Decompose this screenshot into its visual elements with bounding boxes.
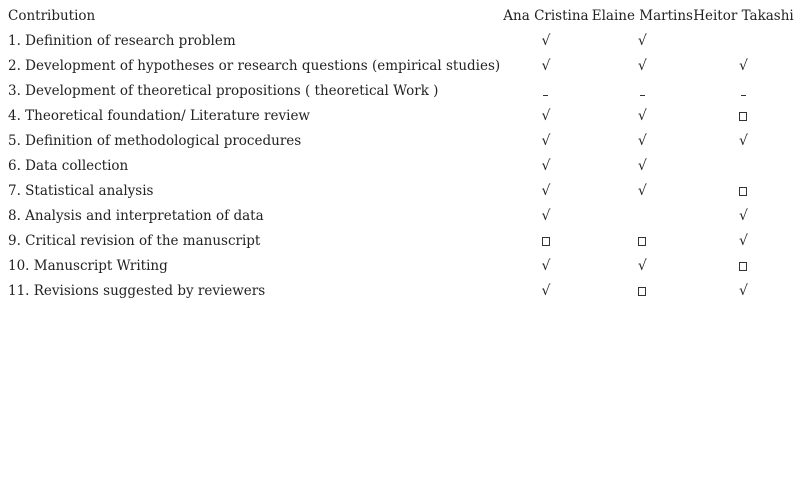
contribution-label: 5. Definition of methodological procedures: [8, 133, 302, 149]
contribution-label: 11. Revisions suggested by reviewers: [8, 283, 266, 299]
check-mark-icon: √: [739, 233, 748, 249]
check-mark-icon: √: [637, 158, 647, 174]
empty-box-icon: [638, 237, 646, 246]
check-mark-icon: √: [541, 58, 551, 74]
check-mark-icon: √: [541, 258, 551, 274]
table-row: [8, 154, 794, 179]
author-mark-cell: [693, 79, 794, 104]
empty-box-icon: [739, 187, 747, 196]
author-mark-cell: [693, 254, 794, 279]
author-mark-cell: [592, 29, 693, 54]
check-mark-icon: √: [637, 108, 647, 124]
author-mark-cell: [592, 104, 693, 129]
check-mark-icon: √: [637, 33, 647, 49]
author-mark-cell: [500, 254, 592, 279]
table-row: [8, 129, 794, 154]
author-mark-cell: [592, 79, 693, 104]
check-mark-icon: √: [637, 133, 647, 149]
check-mark-icon: √: [541, 133, 551, 149]
check-mark-icon: √: [637, 58, 647, 74]
dash-mark-icon: [741, 95, 746, 96]
contribution-label: 4. Theoretical foundation/ Literature review: [8, 108, 310, 124]
author-header-heitor-takashi: Heitor Takashi: [693, 8, 794, 24]
contribution-label: 9. Critical revision of the manuscript: [8, 233, 261, 249]
check-mark-icon: √: [541, 208, 551, 224]
contribution-label: 2. Development of hypotheses or research questions (empirical studies): [8, 58, 501, 74]
table-row: [8, 229, 794, 254]
author-header-ana-cristina: Ana Cristina: [503, 8, 589, 24]
contribution-label: 3. Development of theoretical propositions ( theoretical Work ): [8, 83, 439, 99]
table-row: [8, 204, 794, 229]
author-mark-cell: [500, 54, 592, 79]
author-mark-cell: [693, 54, 794, 79]
header-row: [8, 4, 794, 29]
author-mark-cell: [500, 79, 592, 104]
author-mark-cell: [693, 29, 794, 54]
table-row: [8, 179, 794, 204]
check-mark-icon: √: [739, 133, 748, 149]
author-mark-cell: [500, 29, 592, 54]
contribution-header: Contribution: [8, 8, 96, 24]
author-mark-cell: [500, 204, 592, 229]
empty-box-icon: [542, 237, 550, 246]
contribution-label: 1. Definition of research problem: [8, 33, 236, 49]
contribution-table: [8, 4, 794, 304]
author-mark-cell: [693, 179, 794, 204]
author-mark-cell: [500, 129, 592, 154]
contribution-label: 7. Statistical analysis: [8, 183, 154, 199]
author-mark-cell: [592, 179, 693, 204]
check-mark-icon: √: [541, 283, 551, 299]
dash-mark-icon: [640, 95, 645, 96]
author-mark-cell: [500, 179, 592, 204]
author-mark-cell: [693, 229, 794, 254]
author-mark-cell: [592, 129, 693, 154]
author-mark-cell: [500, 229, 592, 254]
table-row: [8, 29, 794, 54]
check-mark-icon: √: [541, 183, 551, 199]
author-mark-cell: [592, 254, 693, 279]
author-mark-cell: [500, 154, 592, 179]
check-mark-icon: √: [541, 108, 551, 124]
empty-box-icon: [638, 287, 646, 296]
author-mark-cell: [592, 154, 693, 179]
contribution-label: 6. Data collection: [8, 158, 129, 174]
author-mark-cell: [592, 279, 693, 304]
author-mark-cell: [500, 104, 592, 129]
table-row: [8, 254, 794, 279]
contribution-rows: [8, 29, 794, 304]
check-mark-icon: √: [739, 58, 748, 74]
author-mark-cell: [693, 279, 794, 304]
table-row: [8, 279, 794, 304]
author-mark-cell: [693, 204, 794, 229]
contribution-label: 8. Analysis and interpretation of data: [8, 208, 264, 224]
author-mark-cell: [592, 204, 693, 229]
check-mark-icon: √: [739, 208, 748, 224]
check-mark-icon: √: [541, 158, 551, 174]
check-mark-icon: √: [637, 183, 647, 199]
author-mark-cell: [693, 104, 794, 129]
check-mark-icon: √: [637, 258, 647, 274]
check-mark-icon: √: [739, 283, 748, 299]
table-row: [8, 79, 794, 104]
table-row: [8, 54, 794, 79]
check-mark-icon: √: [541, 33, 551, 49]
author-mark-cell: [592, 54, 693, 79]
table-row: [8, 104, 794, 129]
dash-mark-icon: [543, 95, 548, 96]
author-header-elaine-martins: Elaine Martins: [591, 8, 693, 24]
author-mark-cell: [500, 279, 592, 304]
empty-box-icon: [739, 262, 747, 271]
empty-box-icon: [739, 112, 747, 121]
author-mark-cell: [693, 129, 794, 154]
author-mark-cell: [592, 229, 693, 254]
author-mark-cell: [693, 154, 794, 179]
contribution-label: 10. Manuscript Writing: [8, 258, 168, 274]
